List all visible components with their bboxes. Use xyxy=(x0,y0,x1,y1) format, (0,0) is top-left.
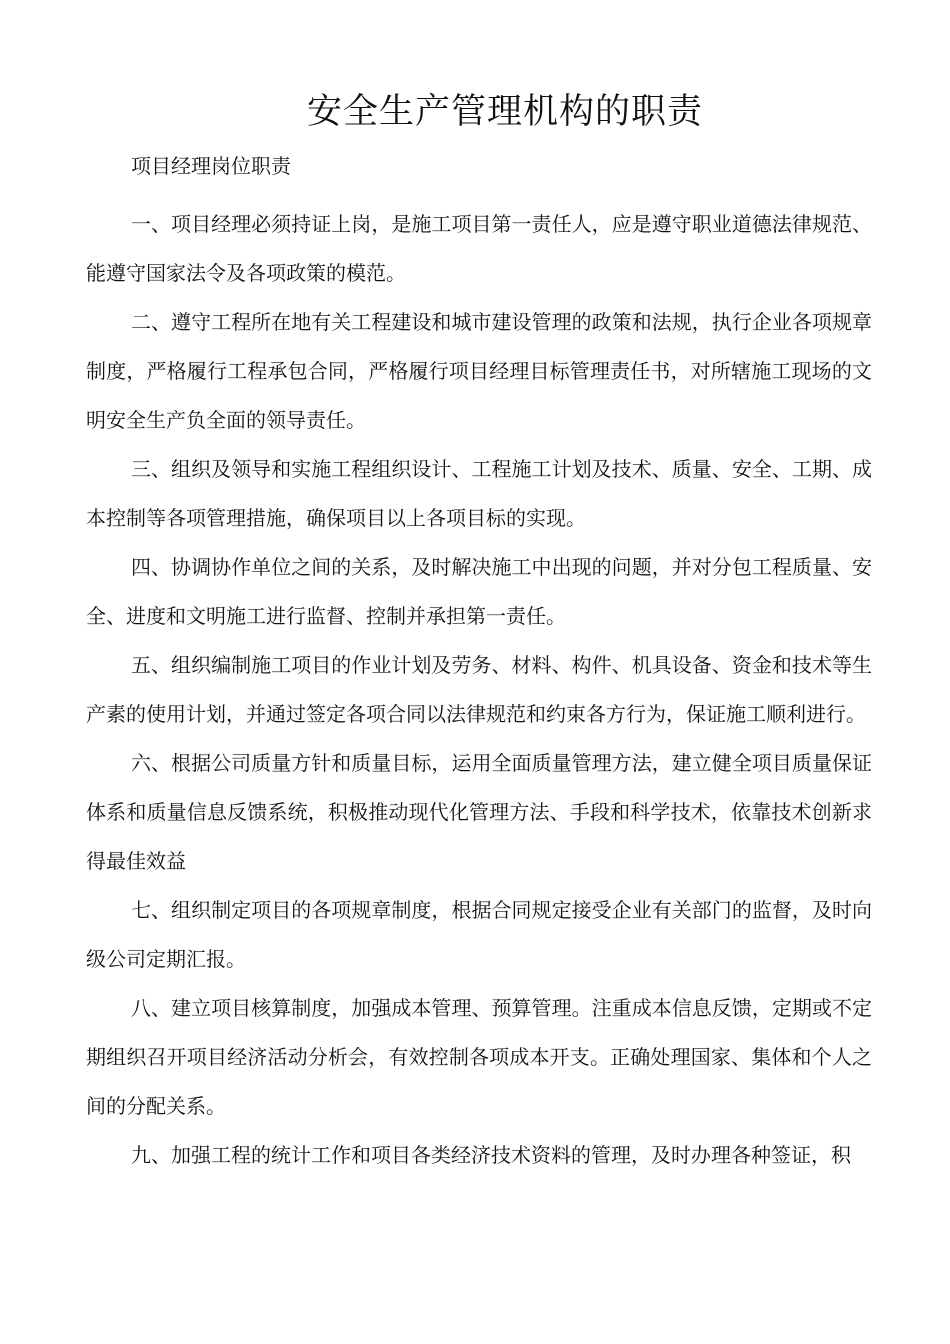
paragraph-2: 二、遵守工程所在地有关工程建设和城市建设管理的政策和法规，执行企业各项规章制度，严格履行工程承包合同，严格履行项目经理目标管理责任书，对所辖施工现场的文明安全生产负全面的领导责任。 xyxy=(86,310,872,432)
paragraph-4: 四、协调协作单位之间的关系，及时解决施工中出现的问题，并对分包工程质量、安全、进度和文明施工进行监督、控制并承担第一责任。 xyxy=(86,555,872,628)
paragraph-7: 七、组织制定项目的各项规章制度，根据合同规定接受企业有关部门的监督，及时向级公司定期汇报。 xyxy=(86,898,872,971)
paragraph-5: 五、组织编制施工项目的作业计划及劳务、材料、构件、机具设备、资金和技术等生产素的使用计划，并通过签定各项合同以法律规范和约束各方行为，保证施工顺利进行。 xyxy=(86,653,872,726)
section-heading: 项目经理岗位职责 xyxy=(131,154,291,178)
paragraph-8: 八、建立项目核算制度，加强成本管理、预算管理。注重成本信息反馈，定期或不定期组织召开项目经济活动分析会，有效控制各项成本开支。正确处理国家、集体和个人之间的分配关系。 xyxy=(86,996,872,1118)
document-title: 安全生产管理机构的职责 xyxy=(306,92,703,132)
paragraph-1: 一、项目经理必须持证上岗，是施工项目第一责任人，应是遵守职业道德法律规范、能遵守国家法令及各项政策的模范。 xyxy=(86,212,872,285)
paragraph-3: 三、组织及领导和实施工程组织设计、工程施工计划及技术、质量、安全、工期、成本控制等各项管理措施，确保项目以上各项目标的实现。 xyxy=(86,457,872,530)
paragraph-6: 六、根据公司质量方针和质量目标，运用全面质量管理方法，建立健全项目质量保证体系和质量信息反馈系统，积极推动现代化管理方法、手段和科学技术，依靠技术创新求得最佳效益 xyxy=(86,751,872,873)
paragraph-9: 九、加强工程的统计工作和项目各类经济技术资料的管理，及时办理各种签证，积 xyxy=(131,1143,851,1167)
document-body xyxy=(86,200,872,1180)
